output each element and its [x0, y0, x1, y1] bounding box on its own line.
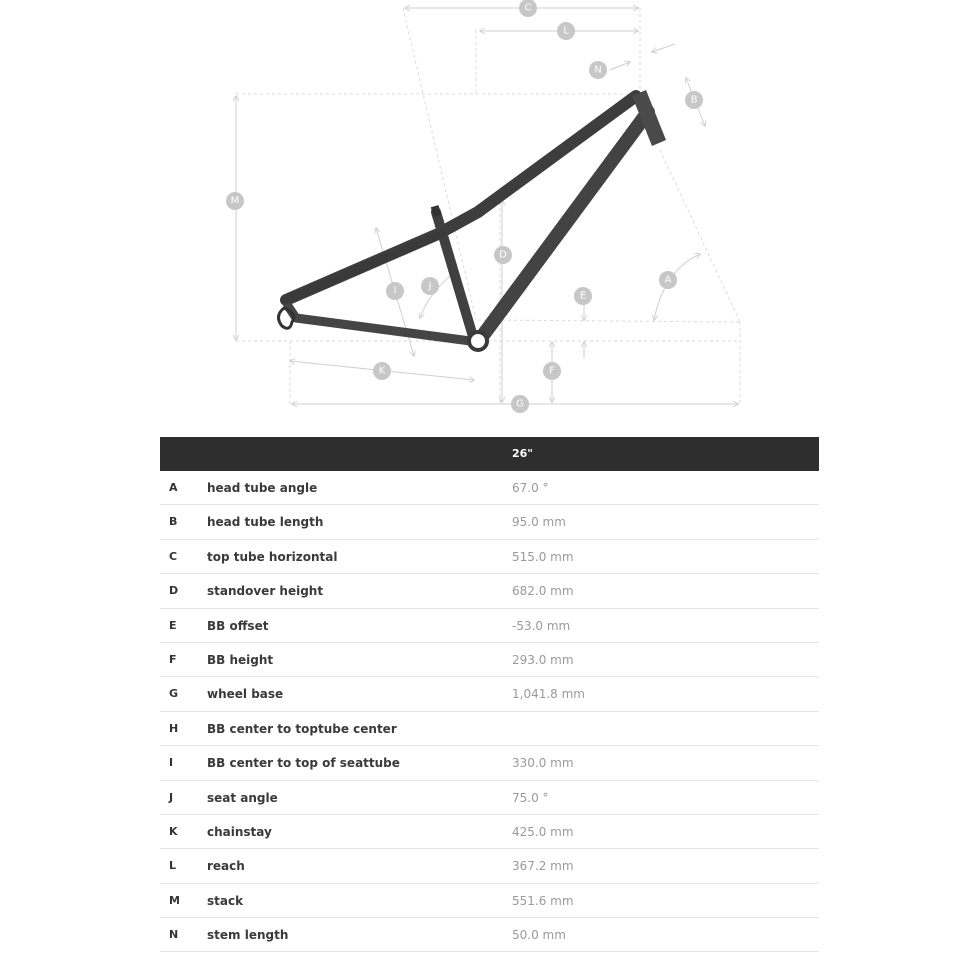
row-code: H	[169, 721, 179, 735]
row-label: chainstay	[207, 824, 272, 839]
size-header: 26"	[512, 447, 534, 460]
row-code: L	[169, 859, 177, 873]
svg-text:F: F	[549, 365, 555, 377]
row-code: K	[169, 824, 178, 838]
table-row	[160, 677, 819, 711]
svg-text:N: N	[594, 64, 602, 76]
table-row	[160, 574, 819, 608]
row-code: C	[169, 549, 178, 563]
table-row	[160, 712, 819, 746]
table-row	[160, 609, 819, 643]
svg-text:D: D	[499, 249, 507, 261]
badge-i	[386, 282, 404, 300]
row-code: I	[169, 756, 174, 770]
frame-geometry-diagram	[0, 0, 980, 430]
table-row	[160, 849, 819, 883]
row-label: BB center to top of seattube	[207, 756, 400, 771]
row-code: J	[169, 790, 174, 804]
badge-b	[685, 91, 703, 109]
row-value: 367.2 mm	[512, 859, 574, 874]
svg-text:J: J	[428, 280, 432, 292]
row-code: D	[169, 584, 179, 598]
row-label: seat angle	[207, 790, 278, 805]
svg-text:L: L	[563, 25, 569, 37]
badge-j	[421, 277, 439, 295]
row-value: -53.0 mm	[512, 618, 571, 633]
badge-d	[494, 246, 512, 264]
row-value: 67.0 °	[512, 481, 549, 495]
svg-text:K: K	[378, 365, 386, 377]
badge-a	[659, 271, 677, 289]
table-row	[160, 643, 819, 677]
table-row	[160, 918, 819, 952]
row-value: 95.0 mm	[512, 515, 566, 530]
row-label: BB offset	[207, 618, 269, 633]
table-row	[160, 884, 819, 918]
badge-n	[589, 61, 607, 79]
row-value: 50.0 mm	[512, 928, 566, 943]
row-value: 75.0 °	[512, 790, 549, 805]
row-label: head tube length	[207, 515, 324, 530]
table-header	[160, 437, 819, 471]
dimension-badges	[226, 0, 703, 413]
row-code: M	[169, 893, 180, 907]
svg-text:I: I	[393, 285, 397, 297]
table-row	[160, 505, 819, 539]
badge-e	[574, 287, 592, 305]
svg-text:G: G	[516, 398, 524, 410]
row-label: top tube horizontal	[207, 549, 338, 564]
row-value: 515.0 mm	[512, 549, 574, 564]
svg-text:B: B	[690, 94, 698, 106]
geometry-table	[160, 437, 819, 952]
svg-text:M: M	[230, 195, 240, 207]
badge-m	[226, 192, 244, 210]
bike-frame	[278, 90, 666, 350]
row-value: 330.0 mm	[512, 756, 574, 771]
row-label: BB height	[207, 652, 274, 667]
table-row	[160, 746, 819, 780]
table-row	[160, 815, 819, 849]
svg-text:A: A	[664, 274, 672, 286]
svg-text:C: C	[524, 2, 532, 14]
row-value: 682.0 mm	[512, 584, 574, 599]
row-code: F	[169, 652, 177, 666]
badge-g	[511, 395, 529, 413]
table-row	[160, 540, 819, 574]
row-label: stem length	[207, 928, 289, 943]
frame-geometry-svg	[0, 0, 980, 430]
badge-l	[557, 22, 575, 40]
row-value: 1,041.8 mm	[512, 687, 585, 702]
svg-text:E: E	[579, 290, 587, 302]
row-code: A	[169, 481, 178, 494]
row-label: head tube angle	[207, 481, 318, 495]
row-value: 425.0 mm	[512, 824, 574, 839]
table-row	[160, 781, 819, 815]
row-code: E	[169, 618, 177, 632]
badge-k	[373, 362, 391, 380]
badge-c	[519, 0, 537, 17]
row-label: stack	[207, 893, 244, 908]
row-label: standover height	[207, 584, 324, 599]
row-code: N	[169, 928, 179, 942]
row-value: 293.0 mm	[512, 652, 574, 667]
row-label: wheel base	[207, 687, 284, 702]
table-body	[160, 471, 819, 952]
row-value: 551.6 mm	[512, 893, 574, 908]
table-row	[160, 471, 819, 505]
row-code: G	[169, 687, 179, 701]
row-label: BB center to toptube center	[207, 721, 397, 736]
row-code: B	[169, 515, 178, 529]
badge-f	[543, 362, 561, 380]
row-label: reach	[207, 859, 245, 874]
